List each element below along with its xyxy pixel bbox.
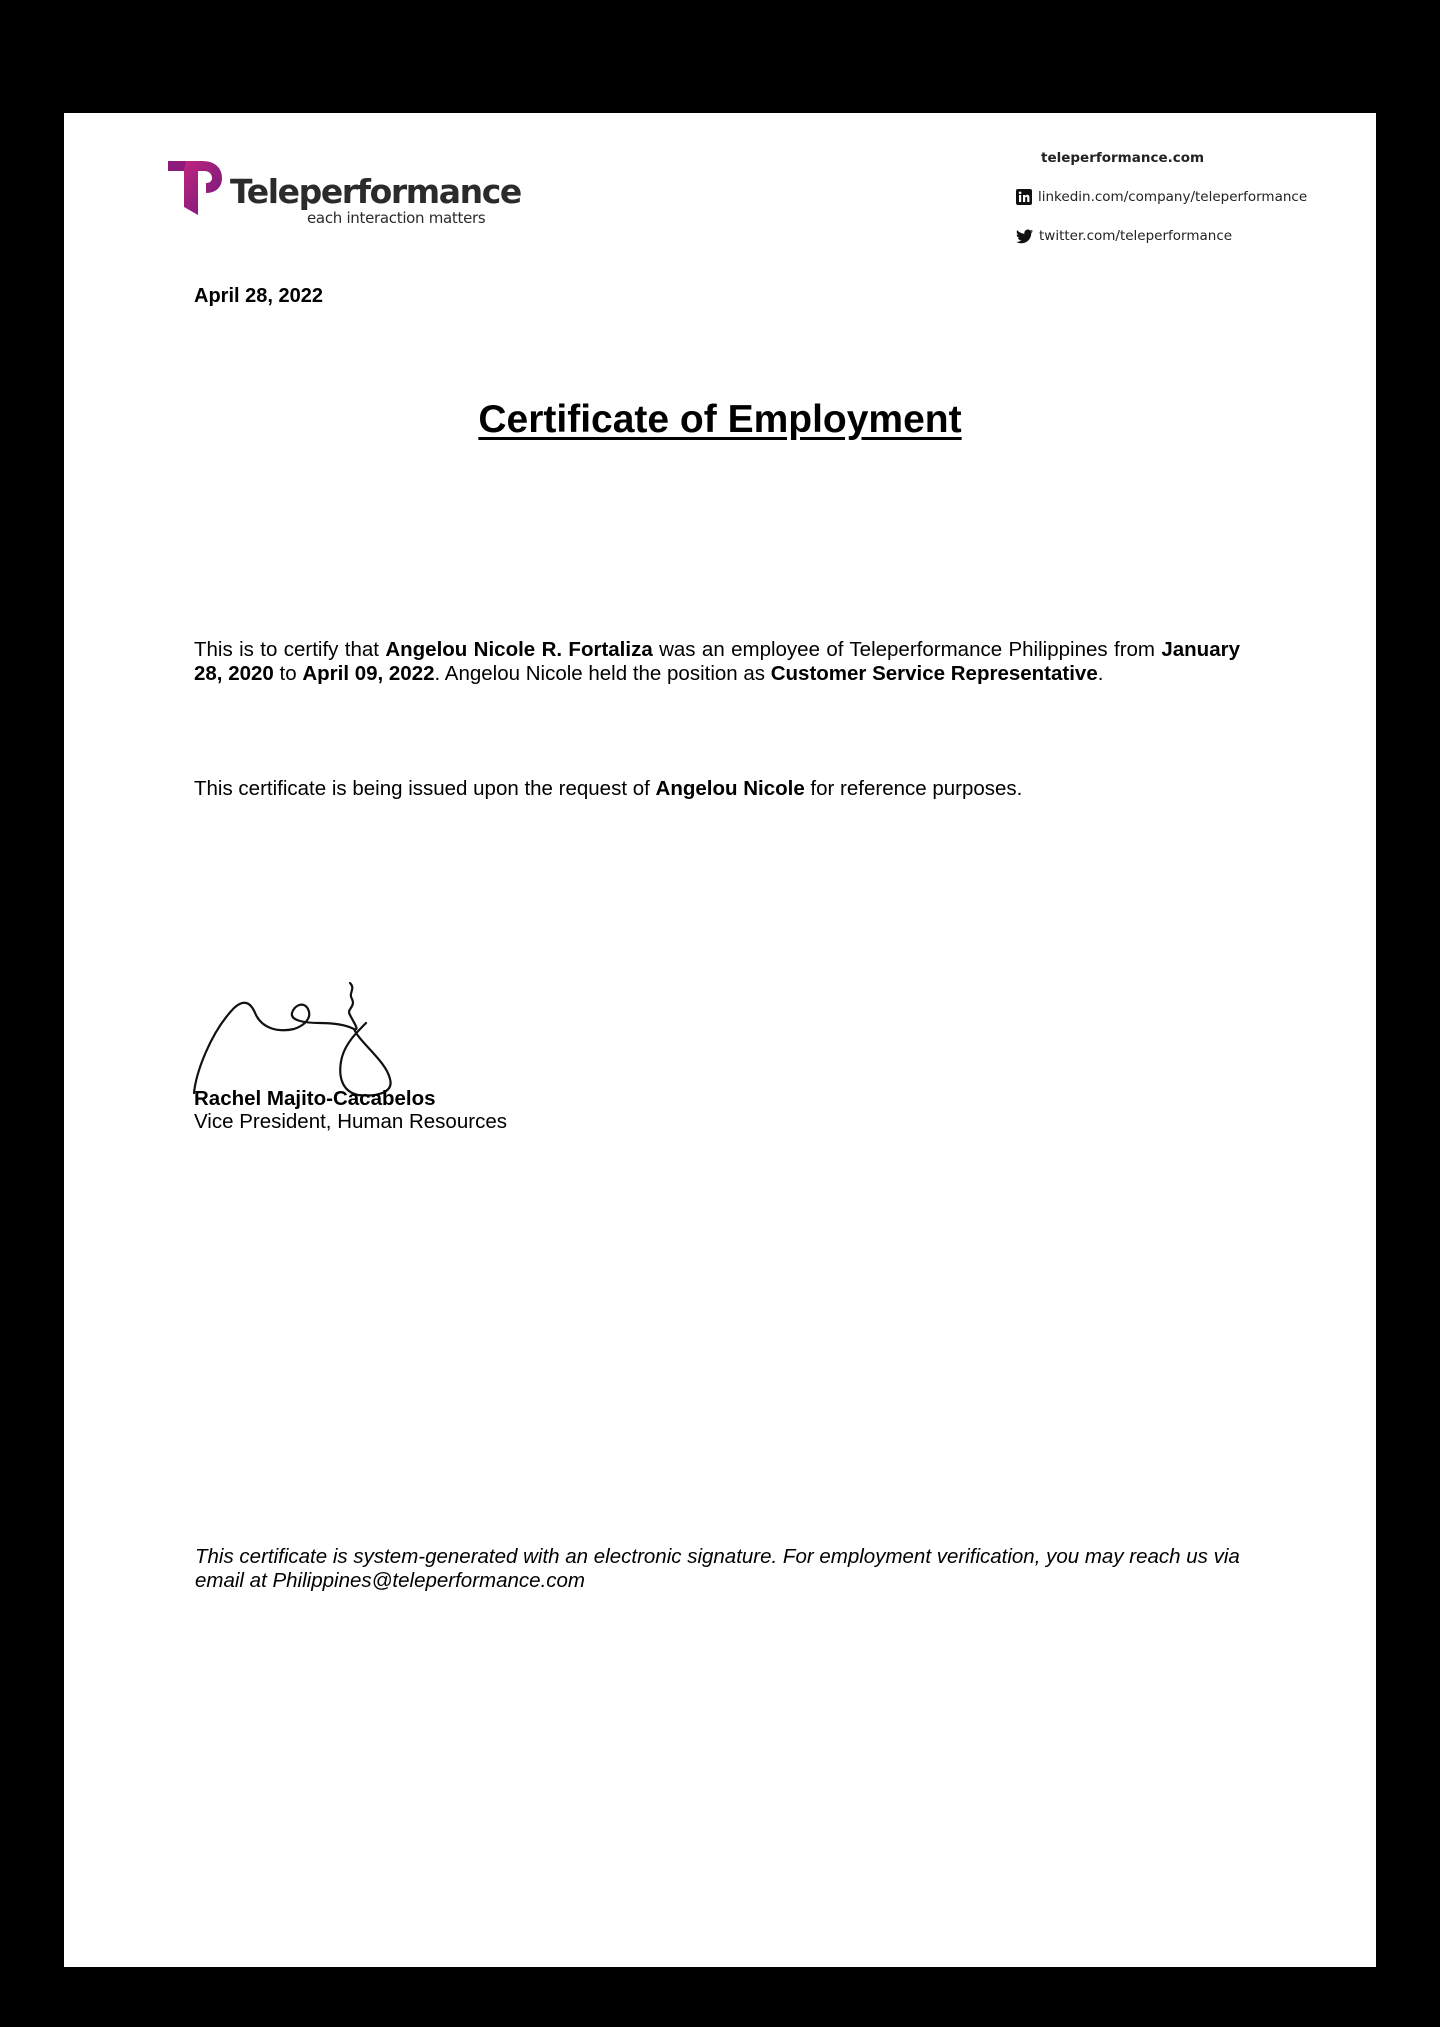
twitter-link[interactable]: twitter.com/teleperformance xyxy=(1039,228,1233,244)
signature-image xyxy=(190,953,460,1098)
issue-date: April 28, 2022 xyxy=(194,285,323,307)
certificate-page xyxy=(64,113,1376,1967)
twitter-row[interactable] xyxy=(1016,228,1232,244)
signatory-title: Vice President, Human Resources xyxy=(194,1110,507,1133)
employee-name: Angelou Nicole R. Fortaliza xyxy=(385,638,653,661)
linkedin-link[interactable]: linkedin.com/company/teleperformance xyxy=(1038,189,1308,205)
company-logo xyxy=(168,159,521,229)
end-date: April 09, 2022 xyxy=(302,661,435,685)
position: Customer Service Representative xyxy=(770,661,1098,685)
website-link[interactable]: teleperformance.com xyxy=(1041,150,1205,166)
requester-name: Angelou Nicole xyxy=(655,777,805,800)
logo-wordmark: Teleperformance xyxy=(230,172,521,211)
verification-note: This certificate is system-generated with an electronic signature. For employment verification, you may reach us via email at Philippines@teleperformance.com xyxy=(195,1545,1240,1592)
linkedin-row[interactable] xyxy=(1016,189,1307,205)
teleperformance-logo-icon xyxy=(168,159,224,217)
start-date: January 28, 2020 xyxy=(194,638,1240,685)
logo-tagline: each interaction matters xyxy=(307,209,486,227)
page-title: Certificate of Employment xyxy=(478,398,962,441)
purpose-paragraph: This certificate is being issued upon the request of Angelou Nicole for reference purposes. xyxy=(194,777,1023,800)
certification-paragraph: This is to certify that Angelou Nicole R. Fortaliza was an employee of Teleperformance Philippines from January 28, 2020 to April 09, 2022. Angelou Nicole held the position as Customer Service Representative. xyxy=(194,638,1240,685)
twitter-icon xyxy=(1016,229,1033,244)
signatory-name: Rachel Majito-Cacabelos xyxy=(194,1087,436,1110)
linkedin-icon xyxy=(1016,189,1032,205)
